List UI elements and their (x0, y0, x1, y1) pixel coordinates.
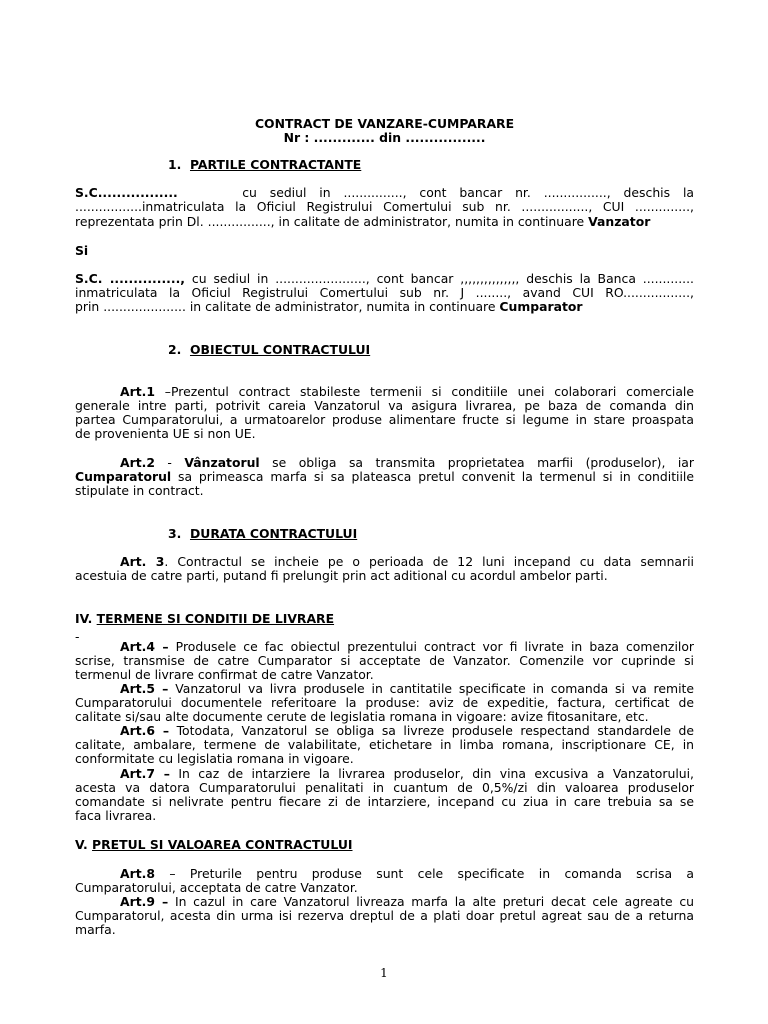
and-word: Si (75, 243, 89, 258)
art9-line-3: marfa. (75, 922, 116, 937)
art1-line-4: de provenienta UE si non UE. (75, 426, 256, 441)
art7-line-2: acesta va datora Cumparatorului penalitati in cuantum de 0,5%/zi din valoarea produselor (75, 780, 694, 795)
art6-line-2: calitate, ambalare, termene de valabilitate, etichetare in limba romana, inscriptionare CE, in (75, 737, 694, 752)
seller-line-1: S.C................. cu sediul in ..............., cont bancar nr. ................, deschis la (75, 185, 694, 200)
art8-line-1: Art.8 – Preturile pentru produse sunt cele specificate in comanda scrisa a (120, 866, 694, 881)
section-heading-5: V. PRETUL SI VALOAREA CONTRACTULUI (75, 837, 353, 852)
art2-line-2: Cumparatorul sa primeasca marfa si sa plateasca pretul convenit la termenul si in conditiile (75, 469, 694, 484)
seller-line-2: .................inmatriculata la Oficiul Registrului Comertului sub nr. ................., CUI .............., (75, 199, 694, 214)
art6-line-1: Art.6 – Totodata, Vanzatorul se obliga sa livreze produsele respectand standardele de (120, 723, 694, 738)
art1-line-2: generale intre parti, potrivit careia Vanzatorul va asigura livrarea, pe baza de comanda din (75, 398, 694, 413)
buyer-line-3: prin ..................... in calitate de administrator, numita in continuare Cumparator (75, 299, 583, 314)
section-heading-1: 1. PARTILE CONTRACTANTE (168, 157, 362, 172)
art8-line-2: Cumparatorului, acceptata de catre Vanzator. (75, 880, 358, 895)
seller-line-3: reprezentata prin Dl. ................, in calitate de administrator, numita in continuare Vanzator (75, 214, 651, 229)
art3-line-1: Art. 3. Contractul se incheie pe o perioada de 12 luni incepand cu data semnarii (120, 554, 694, 569)
art4-line-3: termenul de livrare confirmat de catre Vanzator. (75, 667, 374, 682)
art4-line-1: Art.4 – Produsele ce fac obiectul prezentului contract vor fi livrate in baza comenzilor (120, 639, 694, 654)
section-heading-3: 3. DURATA CONTRACTULUI (168, 526, 358, 541)
section-heading-4: IV. TERMENE SI CONDITII DE LIVRARE (75, 611, 335, 626)
section-heading-2: 2. OBIECTUL CONTRACTULUI (168, 342, 371, 357)
art5-line-1: Art.5 – Vanzatorul va livra produsele in cantitatile specificate in comanda si va remite (120, 681, 694, 696)
art6-line-3: conformitate cu legislatia romana in vigoare. (75, 751, 354, 766)
art5-line-2: Cumparatorului documentele referitoare la produse: aviz de expeditie, factura, certificat de (75, 695, 694, 710)
art7-line-1: Art.7 – In caz de intarziere la livrarea produselor, din vina excusiva a Vanzatorului, (120, 766, 694, 781)
art7-line-4: faca livrarea. (75, 808, 157, 823)
stray-dash: - (75, 629, 80, 644)
art1-line-1: Art.1 –Prezentul contract stabileste termenii si conditiile unei colaborari comerciale (120, 384, 694, 399)
art4-line-2: scrise, transmise de catre Cumparator si acceptate de Vanzator. Comenzile vor cuprinde si (75, 653, 694, 668)
page-number: 1 (380, 966, 388, 980)
contract-number-line: Nr : ............. din ................. (283, 130, 486, 145)
art2-line-3: stipulate in contract. (75, 483, 204, 498)
buyer-line-2: inmatriculata la Oficiul Registrului Comertului sub nr. J ........, avand CUI RO................., (75, 285, 694, 300)
art5-line-3: calitate si/sau alte documente cerute de legislatia romana in vigoare: avize fitosanitare, etc. (75, 709, 649, 724)
document-title: CONTRACT DE VANZARE-CUMPARARE (254, 116, 515, 131)
art7-line-3: comandate si nelivrate pentru fiecare zi de intarziere, incepand cu ziua in care trebuia sa se (75, 794, 694, 809)
art1-line-3: partea Cumparatorului, a urmatoarelor produse alimentare fructe si legume in stare proaspata (75, 412, 694, 427)
art9-line-1: Art.9 – In cazul in care Vanzatorul livreaza marfa la alte preturi decat cele agreate cu (120, 894, 694, 909)
art2-line-1: Art.2 - Vânzatorul se obliga sa transmita proprietatea marfii (produselor), iar (120, 455, 694, 470)
buyer-line-1: S.C. ..............., cu sediul in ......................., cont bancar ,,,,,,,,,,,,,,, deschis la Banca ............. (75, 271, 694, 286)
art3-line-2: acestuia de catre parti, putand fi prelungit prin act aditional cu acordul ambelor parti. (75, 568, 608, 583)
art9-line-2: Cumparatorul, acesta din urma isi rezerva dreptul de a plati doar pretul agreat sau de a returna (75, 908, 694, 923)
